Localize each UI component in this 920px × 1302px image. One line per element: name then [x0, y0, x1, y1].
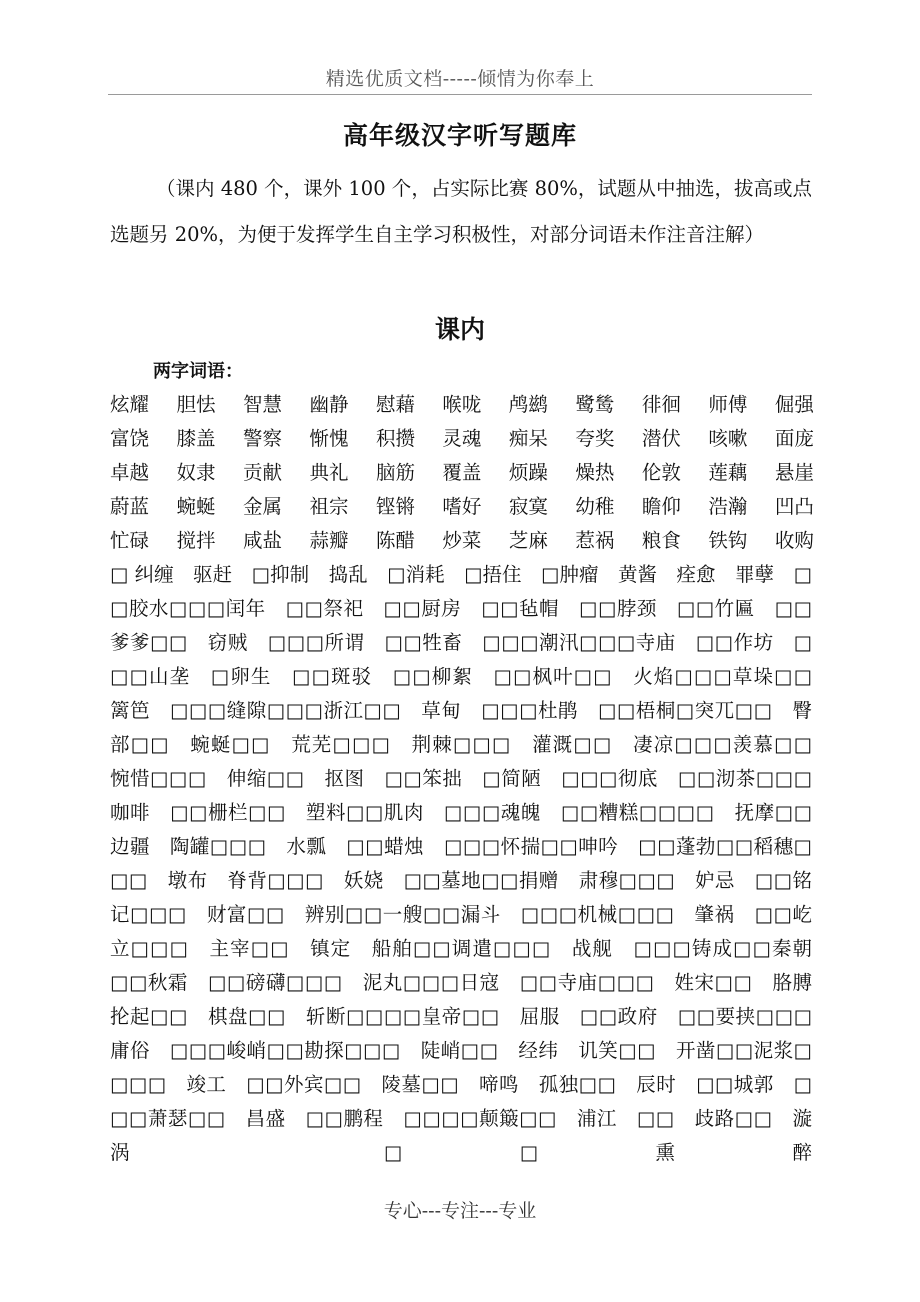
word-grid-row: [110, 422, 814, 456]
page-footer: 专心---专注---专业: [383, 1200, 537, 1222]
word-item: 嗜好: [442, 495, 482, 518]
word-item: 伦敦: [641, 461, 681, 484]
word-item: 面庞: [774, 427, 814, 450]
word-item: 胆怯: [176, 393, 216, 416]
word-item: 鸬鹚: [508, 393, 548, 416]
word-item: 警察: [242, 427, 282, 450]
word-item: 夸奖: [575, 427, 615, 450]
word-item: 师傅: [708, 393, 748, 416]
word-item: 炒菜: [442, 529, 482, 552]
word-item: 惹祸: [575, 529, 615, 552]
word-item: 搅拌: [176, 529, 216, 552]
word-grid: [110, 388, 814, 558]
word-item: 膝盖: [176, 427, 216, 450]
word-item: 典礼: [309, 461, 349, 484]
word-item: 徘徊: [641, 393, 681, 416]
word-item: 祖宗: [309, 495, 349, 518]
word-item: 烦躁: [508, 461, 548, 484]
word-list-body: □ 纠缠 驱赶 □抑制 捣乱 □消耗 □捂住 □肿瘤 黄酱 痊愈 罪孽 □□胶水□□□闰年 □□祭祀 □□厨房 □□毡帽 □□脖颈 □□竹匾 □□爹爹□□ 窃贼 □□□所谓 □□牲畜 □□□潮汛□□□寺庙 □□作坊 □□□山垄 □卵生 □□斑驳 □□柳絮 □□枫叶□□ 火焰□□□草垛□□ 篱笆 □□□缝隙□□□浙江□□ 草甸 □□□杜鹃 □□梧桐□突兀□□ 臀部□□ 蜿蜒□□ 荒芜□□□ 荆棘□□□ 灌溉□□ 凄凉□□□羡慕□□ 惋惜□□□ 伸缩□□ 抠图 □□笨拙 □简陋 □□□彻底 □□沏茶□□□ 咖啡 □□栅栏□□ 塑料□□肌肉 □□□魂魄 □□糟糕□□□□ 抚摩□□ 边疆 陶罐□□□ 水瓢 □□蜡烛 □□□怀揣□□呻吟 □□蓬勃□□稻穗□□□ 墩布 脊背□□□ 妖娆 □□墓地□□捐赠 肃穆□□□ 妒忌 □□铭记□□□ 财富□□ 辨别□□一艘□□漏斗 □□□机械□□□ 肇祸 □□屹立□□□ 主宰□□ 镇定 船舶□□调遣□□□ 战舰 □□□铸成□□秦朝 □□秋霜 □□磅礴□□□ 泥丸□□□日寇 □□寺庙□□□ 姓宋□□ 胳膊 抡起□□ 棋盘□□ 斩断□□□□皇帝□□ 屈服 □□政府 □□要挟□□□ 庸俗 □□□峻峭□□勘探□□□ 陡峭□□ 经纬 讥笑□□ 开凿□□泥浆□□□□ 竣工 □□外宾□□ 陵墓□□ 啼鸣 孤独□□ 辰时 □□城郭 □□□萧瑟□□ 昌盛 □□鹏程 □□□□颠簸□□ 浦江 □□ 歧路□□ 漩涡 □□熏醉: [110, 563, 832, 1164]
word-item: 潜伏: [641, 427, 681, 450]
word-item: 蜿蜒: [176, 495, 216, 518]
document-title: 高年级汉字听写题库: [342, 121, 577, 150]
word-grid-row: [110, 388, 814, 422]
word-item: 芝麻: [508, 529, 548, 552]
word-item: 燥热: [575, 461, 615, 484]
word-item: 铁钩: [708, 529, 748, 552]
word-item: 寂寞: [508, 495, 548, 518]
section-title: 课内: [434, 315, 485, 344]
word-item: 奴隶: [176, 461, 216, 484]
word-item: 瞻仰: [641, 495, 681, 518]
word-item: 悬崖: [774, 461, 814, 484]
word-item: 覆盖: [442, 461, 482, 484]
word-item: 忙碌: [110, 529, 150, 552]
word-item: 粮食: [641, 529, 681, 552]
intro-paragraph: （课内 480 个，课外 100 个，占实际比赛 80%，试题从中抽选，拔高或点选题另 20%，为便于发挥学生自主学习积极性，对部分词语未作注音注解）: [110, 177, 812, 246]
subsection-title: 两字词语：: [153, 361, 243, 382]
word-item: 咳嗽: [708, 427, 748, 450]
word-item: 凹凸: [774, 495, 814, 518]
word-item: 喉咙: [442, 393, 482, 416]
word-item: 铿锵: [375, 495, 415, 518]
word-item: 莲藕: [708, 461, 748, 484]
word-item: 浩瀚: [708, 495, 748, 518]
word-item: 金属: [242, 495, 282, 518]
page-header: 精选优质文档-----倾情为你奉上: [325, 68, 595, 90]
word-item: 炫耀: [110, 393, 150, 416]
word-item: 惭愧: [309, 427, 349, 450]
word-item: 卓越: [110, 461, 150, 484]
word-item: 倔强: [774, 393, 814, 416]
word-item: 收购: [774, 529, 814, 552]
word-item: 贡献: [242, 461, 282, 484]
word-item: 富饶: [110, 427, 150, 450]
word-item: 咸盐: [242, 529, 282, 552]
word-item: 脑筋: [375, 461, 415, 484]
header-rule: [108, 94, 812, 95]
word-item: 积攒: [375, 427, 415, 450]
word-item: 慰藉: [375, 393, 415, 416]
word-item: 幽静: [309, 393, 349, 416]
word-grid-row: [110, 490, 814, 524]
word-grid-row: [110, 524, 814, 558]
word-item: 蒜瓣: [309, 529, 349, 552]
word-item: 陈醋: [375, 529, 415, 552]
word-item: 鹭鸶: [575, 393, 615, 416]
word-item: 蔚蓝: [110, 495, 150, 518]
word-grid-row: [110, 456, 814, 490]
word-item: 痴呆: [508, 427, 548, 450]
word-item: 智慧: [242, 393, 282, 416]
word-item: 灵魂: [442, 427, 482, 450]
word-item: 幼稚: [575, 495, 615, 518]
